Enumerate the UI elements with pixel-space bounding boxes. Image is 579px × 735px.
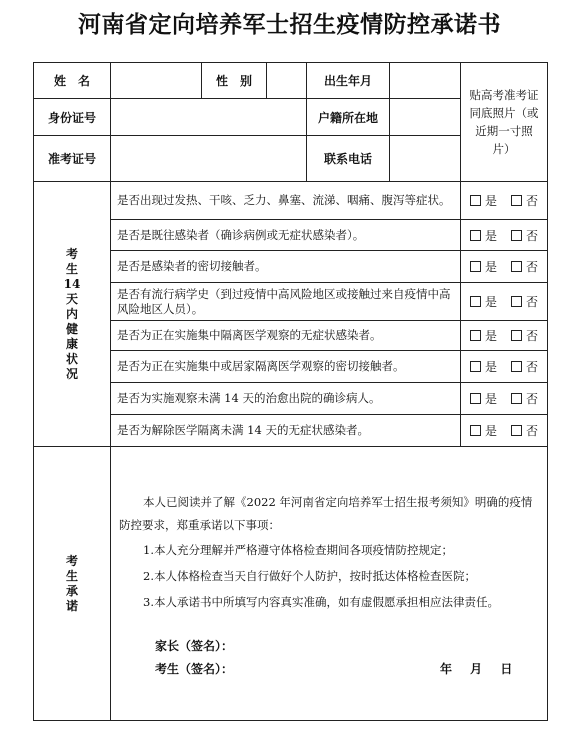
yes-checkbox[interactable]	[470, 296, 481, 307]
no-checkbox[interactable]	[511, 261, 522, 272]
health-question: 是否出现过发热、干咳、乏力、鼻塞、流涕、咽痛、腹泻等症状。	[111, 182, 461, 220]
health-question: 是否有流行病学史（到过疫情中高风险地区或接触过来自疫情中高风险地区人员）。	[111, 283, 461, 321]
id-label: 身份证号	[34, 99, 111, 136]
name-label: 姓 名	[34, 63, 111, 99]
health-question: 是否为正在实施集中或居家隔离医学观察的密切接触者。	[111, 351, 461, 383]
health-question: 是否为正在实施集中隔离医学观察的无症状感染者。	[111, 321, 461, 351]
health-row	[34, 220, 548, 251]
hukou-field[interactable]	[390, 99, 461, 136]
yes-no-options: 是 否	[461, 251, 548, 283]
page-title: 河南省定向培养军士招生疫情防控承诺书	[78, 11, 501, 38]
promise-row	[34, 447, 548, 721]
parent-signature-label: 家长（签名）：	[155, 639, 234, 653]
yes-checkbox[interactable]	[470, 261, 481, 272]
promise-content	[111, 447, 548, 721]
health-row	[34, 283, 548, 321]
exam-no-field[interactable]	[111, 136, 307, 182]
promise-item: 3.本人承诺书中所填写内容真实准确，如有虚假愿承担相应法律责任。	[143, 595, 499, 609]
health-question: 是否为实施观察未满 14 天的治愈出院的确诊病人。	[111, 383, 461, 415]
yes-no-options: 是 否	[461, 383, 548, 415]
health-row	[34, 182, 548, 220]
health-question: 是否是既往感染者（确诊病例或无症状感染者）。	[111, 220, 461, 251]
yes-checkbox[interactable]	[470, 230, 481, 241]
health-question: 是否为解除医学隔离未满 14 天的无症状感染者。	[111, 415, 461, 447]
promise-intro: 本人已阅读并了解《2022 年河南省定向培养军士招生报考须知》明确的疫情防控要求，郑重承诺以下事项：	[119, 495, 533, 532]
health-row	[34, 321, 548, 351]
health-row	[34, 251, 548, 283]
name-field[interactable]	[111, 63, 202, 99]
yes-checkbox[interactable]	[470, 330, 481, 341]
yes-checkbox[interactable]	[470, 361, 481, 372]
promise-section-label: 考 生 承 诺	[34, 447, 111, 721]
yes-no-options: 是 否	[461, 321, 548, 351]
date-label: 年 月 日	[440, 662, 513, 676]
health-question: 是否是感染者的密切接触者。	[111, 251, 461, 283]
phone-field[interactable]	[390, 136, 461, 182]
gender-label: 性 别	[202, 63, 267, 99]
no-checkbox[interactable]	[511, 195, 522, 206]
commitment-form	[33, 62, 548, 721]
no-checkbox[interactable]	[511, 393, 522, 404]
health-row	[34, 383, 548, 415]
health-section-label: 考 生 14 天 内 健 康 状 况	[34, 182, 111, 447]
student-signature-label: 考生（签名）：	[155, 662, 234, 676]
hukou-label: 户籍所在地	[307, 99, 390, 136]
health-row	[34, 351, 548, 383]
birth-field[interactable]	[390, 63, 461, 99]
no-checkbox[interactable]	[511, 296, 522, 307]
yes-no-options: 是 否	[461, 351, 548, 383]
id-field[interactable]	[111, 99, 307, 136]
yes-checkbox[interactable]	[470, 195, 481, 206]
promise-item: 2.本人体格检查当天自行做好个人防护，按时抵达体格检查医院；	[143, 569, 476, 583]
exam-no-label: 准考证号	[34, 136, 111, 182]
yes-no-options: 是 否	[461, 283, 548, 321]
no-checkbox[interactable]	[511, 330, 522, 341]
yes-no-options: 是 否	[461, 415, 548, 447]
gender-field[interactable]	[267, 63, 307, 99]
no-checkbox[interactable]	[511, 425, 522, 436]
promise-item: 1.本人充分理解并严格遵守体格检查期间各项疫情防控规定；	[143, 543, 453, 557]
health-row	[34, 415, 548, 447]
yes-no-options: 是 否	[461, 220, 548, 251]
no-checkbox[interactable]	[511, 361, 522, 372]
yes-checkbox[interactable]	[470, 425, 481, 436]
phone-label: 联系电话	[307, 136, 390, 182]
photo-box[interactable]: 贴高考准考证同底照片（或近期一寸照片）	[461, 63, 548, 182]
birth-label: 出生年月	[307, 63, 390, 99]
no-checkbox[interactable]	[511, 230, 522, 241]
yes-no-options: 是 否	[461, 182, 548, 220]
info-row-name	[34, 63, 548, 99]
yes-checkbox[interactable]	[470, 393, 481, 404]
